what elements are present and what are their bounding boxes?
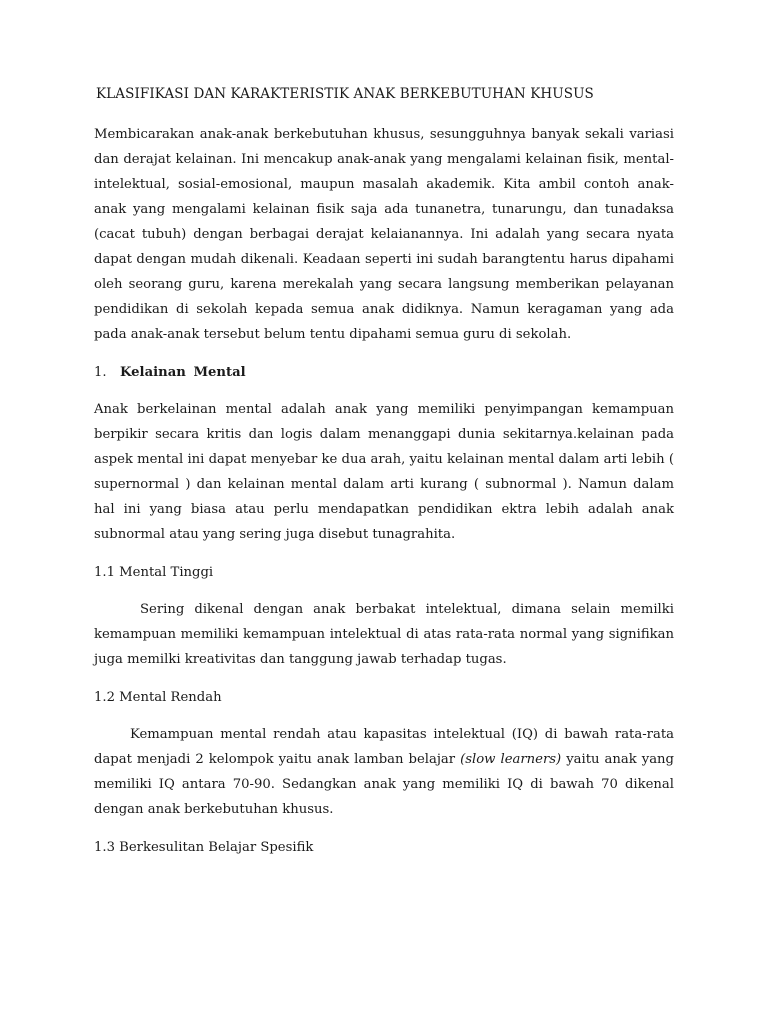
slow-learners-term: (slow learners) [460,752,562,767]
document-page [94,84,674,872]
subsection-1-1-paragraph: Sering dikenal dengan anak berbakat intelektual, dimana selain memilki kemampuan memiliki kemampuan intelektual di atas rata-rata normal yang signifikan juga memilki kreativitas dan tanggung jawab terhadap tugas. [94,602,674,667]
subsection-1-2-paragraph [94,722,674,822]
section-1-paragraph: Anak berkelainan mental adalah anak yang memiliki penyimpangan kemampuan berpikir secara kritis dan logis dalam menanggapi dunia sekitarnya.kelainan pada aspek mental ini dapat menyebar ke dua arah, yaitu kelainan mental dalam arti lebih ( supernormal ) dan kelainan mental dalam arti kurang ( subnormal ). Namun dalam hal ini yang biasa atau perlu mendapatkan pendidikan ektra lebih adalah anak subnormal atau yang sering juga disebut tunagrahita. [94,402,674,542]
subsection-1-3-heading: 1.3 Berkesulitan Belajar Spesifik [94,840,314,855]
section-1-heading [94,360,674,385]
intro-paragraph: Membicarakan anak-anak berkebutuhan khusus, sesungguhnya banyak sekali variasi dan derajat kelainan. Ini mencakup anak-anak yang mengalami kelainan fisik, mental-intelektual, sosial-emosional, maupun masalah akademik. Kita ambil contoh anak-anak yang mengalami kelainan fisik saja ada tunanetra, tunarungu, dan tunadaksa (cacat tubuh) dengan berbagai derajat kelaianannya. Ini adalah yang secara nyata dapat dengan mudah dikenali. Keadaan seperti ini sudah barangtentu harus dipahami oleh seorang guru, karena merekalah yang secara langsung memberikan pelayanan pendidikan di sekolah kepada semua anak didiknya. Namun keragaman yang ada pada anak-anak tersebut belum tentu dipahami semua guru di sekolah. [94,127,674,342]
section-1-title: Kelainan Mental [120,365,246,380]
subsection-1-2-text-end: yaitu anak yang memiliki IQ antara 70-90. Sedangkan anak yang memiliki IQ di bawah 70 dikenal dengan anak berkebutuhan khusus. [94,752,674,817]
subsection-1-1-heading: 1.1 Mental Tinggi [94,565,214,580]
document-title: KLASIFIKASI DAN KARAKTERISTIK ANAK BERKEBUTUHAN KHUSUS [96,86,594,102]
subsection-1-2-text-start: Kemampuan mental rendah atau kapasitas intelektual (IQ) di bawah rata-rata dapat menjadi 2 kelompok yaitu anak lamban belajar [94,727,674,767]
section-1-number: 1. [94,365,107,380]
subsection-1-2-heading: 1.2 Mental Rendah [94,690,222,705]
